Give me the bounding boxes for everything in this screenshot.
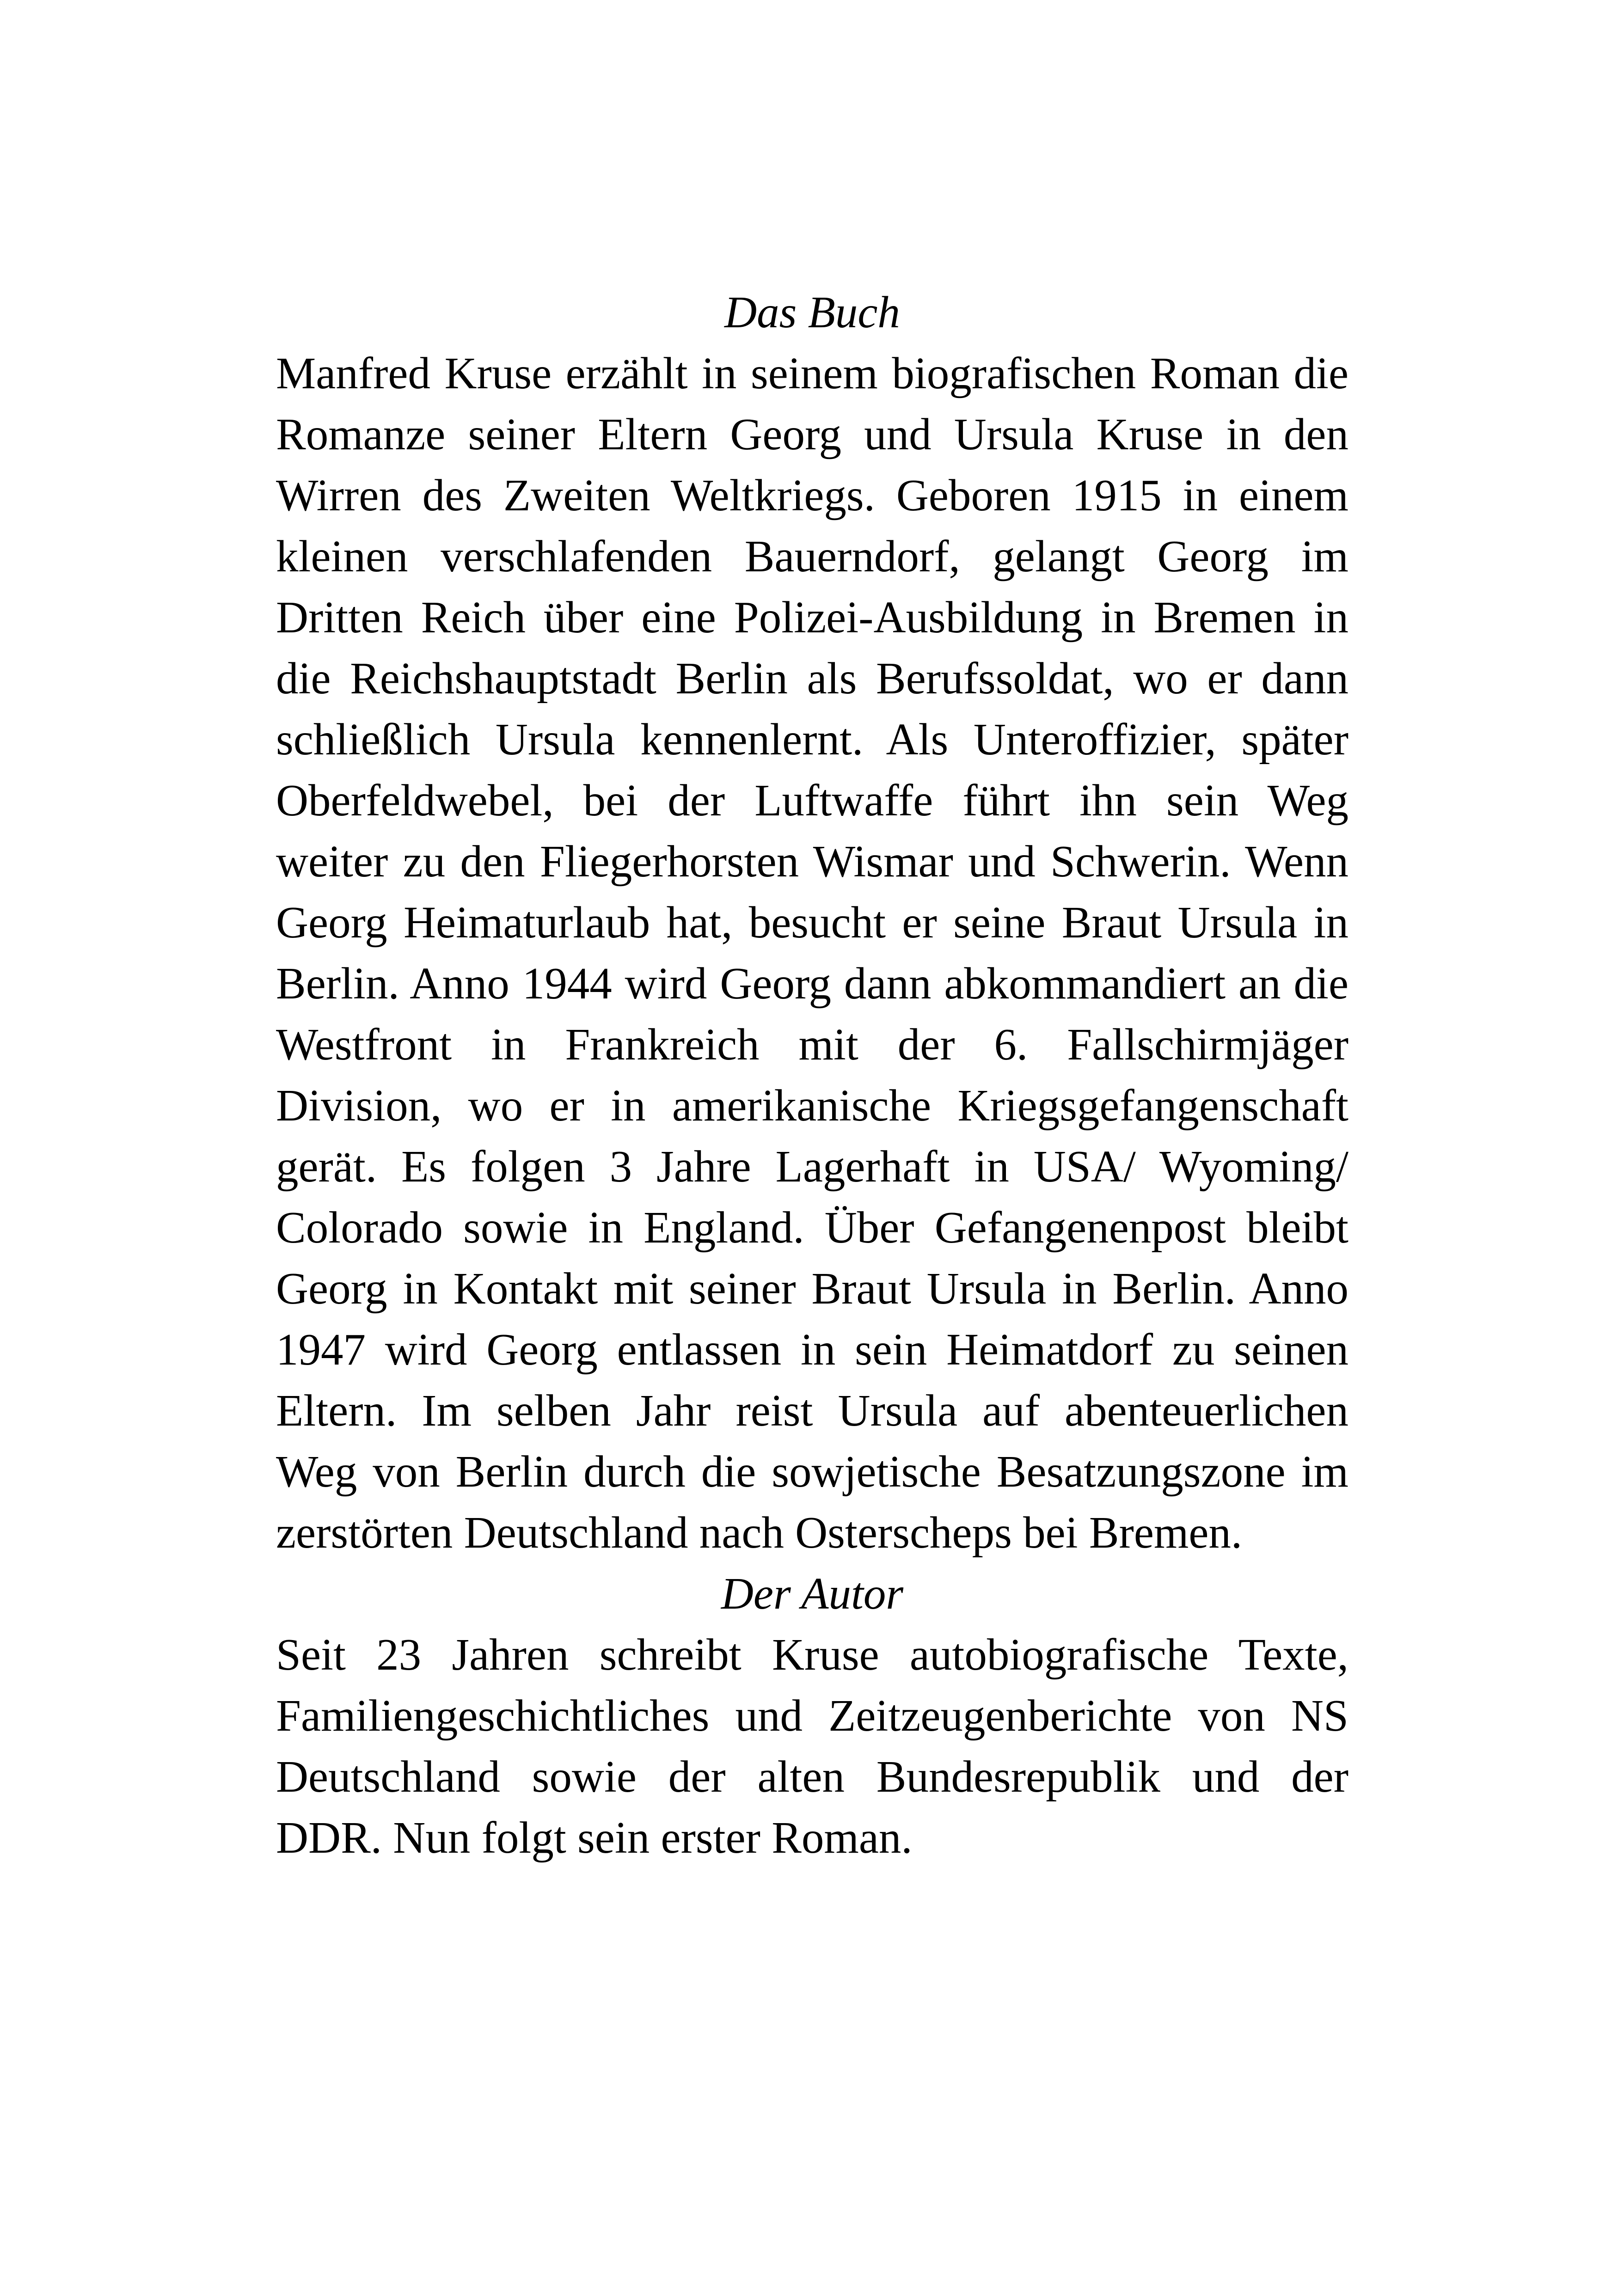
book-line: Georg Heimaturlaub hat, besucht er seine Braut Ursula in — [276, 898, 1348, 947]
book-line: Colorado sowie in England. Über Gefangenenpost bleibt — [276, 1203, 1348, 1252]
book-line: schließlich Ursula kennenlernt. Als Unteroffizier, später — [276, 715, 1348, 764]
book-line: Romanze seiner Eltern Georg und Ursula Kruse in den — [276, 410, 1348, 459]
author-line: Familiengeschichtliches und Zeitzeugenberichte von NS — [276, 1691, 1348, 1740]
book-line: Division, wo er in amerikanische Kriegsgefangenschaft — [276, 1081, 1348, 1130]
book-line: Oberfeldwebel, bei der Luftwaffe führt ihn sein Weg — [276, 776, 1348, 825]
book-line: Westfront in Frankreich mit der 6. Fallschirmjäger — [276, 1020, 1348, 1069]
book-line: die Reichshauptstadt Berlin als Berufssoldat, wo er dann — [276, 654, 1348, 703]
book-line: gerät. Es folgen 3 Jahre Lagerhaft in USA/ Wyoming/ — [276, 1142, 1348, 1191]
book-heading: Das Buch — [724, 288, 900, 337]
book-line: Manfred Kruse erzählt in seinem biografischen Roman die — [276, 349, 1348, 398]
book-paragraph — [276, 343, 1348, 1563]
author-heading: Der Autor — [721, 1569, 904, 1618]
book-line: Eltern. Im selben Jahr reist Ursula auf abenteuerlichen — [276, 1386, 1348, 1435]
book-line: Berlin. Anno 1944 wird Georg dann abkommandiert an die — [276, 959, 1348, 1008]
author-line: Seit 23 Jahren schreibt Kruse autobiografische Texte, — [276, 1630, 1348, 1679]
author-paragraph — [276, 1624, 1348, 1868]
book-line: zerstörten Deutschland nach Osterscheps bei Bremen. — [276, 1508, 1243, 1557]
book-line: Dritten Reich über eine Polizei-Ausbildung in Bremen in — [276, 593, 1348, 642]
book-line: Georg in Kontakt mit seiner Braut Ursula in Berlin. Anno — [276, 1264, 1348, 1313]
author-line: Deutschland sowie der alten Bundesrepublik und der — [276, 1752, 1348, 1801]
author-line: DDR. Nun folgt sein erster Roman. — [276, 1813, 913, 1862]
page-content — [276, 282, 1348, 1868]
book-line: Weg von Berlin durch die sowjetische Besatzungszone im — [276, 1447, 1348, 1496]
book-line: Wirren des Zweiten Weltkriegs. Geboren 1915 in einem — [276, 471, 1348, 520]
book-line: 1947 wird Georg entlassen in sein Heimatdorf zu seinen — [276, 1325, 1348, 1374]
book-line: kleinen verschlafenden Bauerndorf, gelangt Georg im — [276, 532, 1348, 581]
book-line: weiter zu den Fliegerhorsten Wismar und Schwerin. Wenn — [276, 837, 1348, 886]
